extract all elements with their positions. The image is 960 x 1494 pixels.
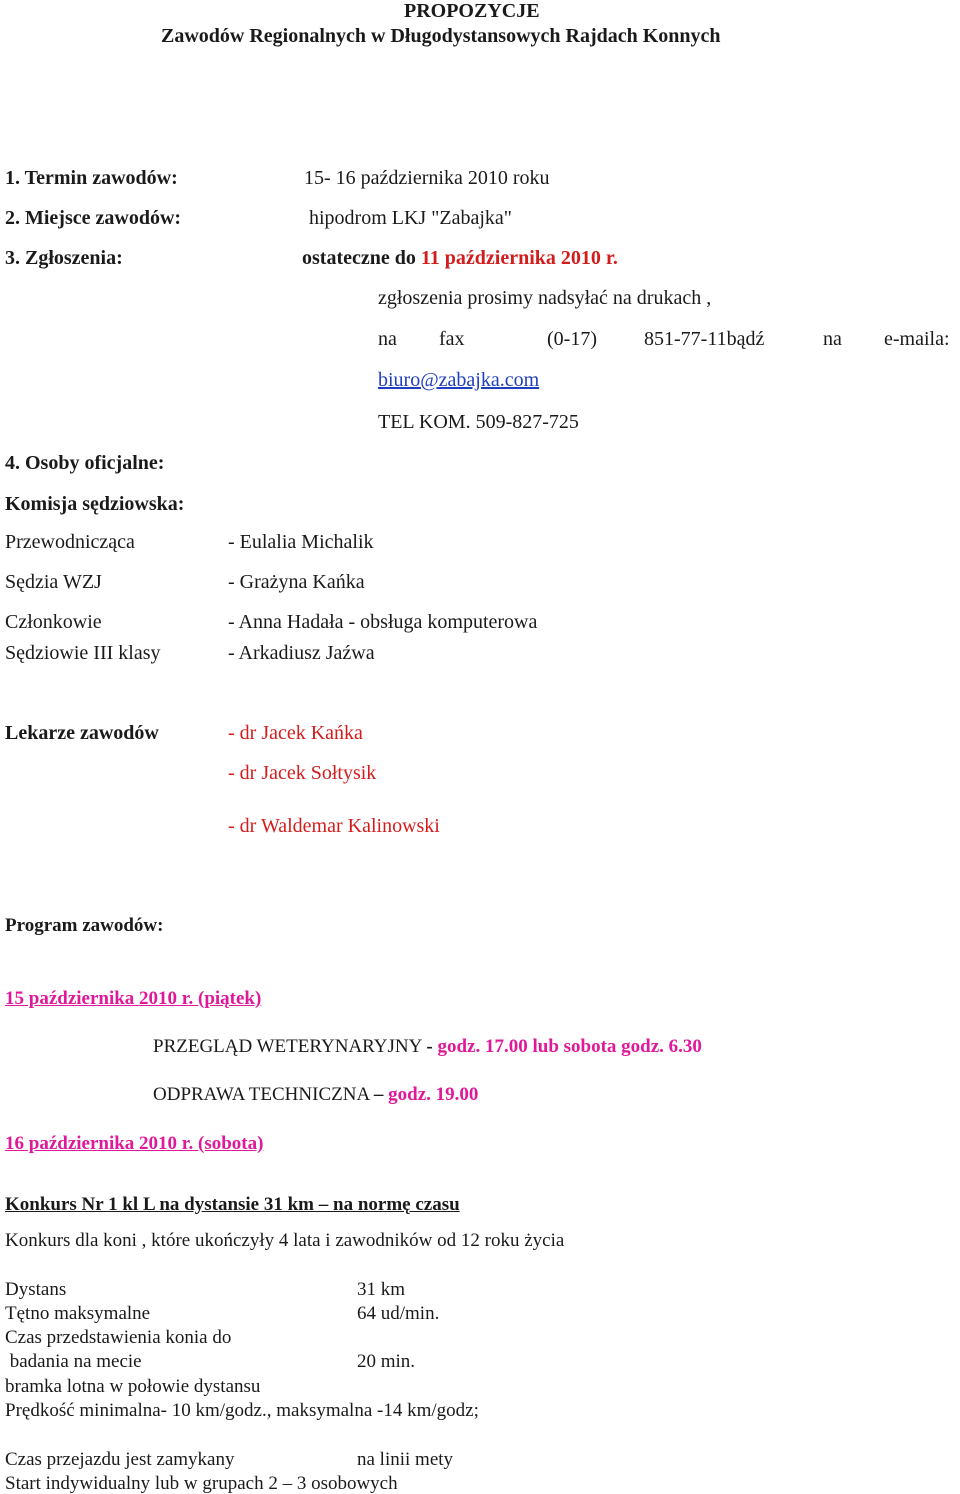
distance-label: Dystans [5, 1279, 67, 1300]
entries-deadline-prefix: ostateczne do [302, 247, 416, 269]
program-heading: Program zawodów: [5, 915, 164, 936]
start-note: Start indywidualny lub w grupach 2 – 3 osobowych [5, 1473, 398, 1494]
vet-check-time: godz. 17.00 lub sobota godz. 6.30 [437, 1036, 702, 1057]
contest-title: Konkurs Nr 1 kl L na dystansie 31 km – na normę czasu [5, 1194, 460, 1215]
doctors-role: Lekarze zawodów [5, 722, 159, 744]
vet-check [153, 1037, 702, 1056]
presentation-value: 20 min. [357, 1351, 416, 1372]
vet-check-dash: - [426, 1036, 433, 1057]
day1-heading: 15 października 2010 r. (piątek) [5, 988, 262, 1009]
class3-role: Sędziowie III klasy [5, 642, 161, 664]
entries-note: zgłoszenia prosimy nadsyłać na drukach , [378, 287, 712, 309]
fax-number: 851-77-11bądź [644, 328, 765, 350]
entries-deadline-date: 11 października 2010 r. [420, 247, 618, 269]
members-role: Członkowie [5, 611, 102, 633]
distance-value: 31 km [357, 1279, 406, 1300]
doctor-item: - dr Jacek Kańka [228, 722, 363, 744]
speed-note: Prędkość minimalna- 10 km/godz., maksymalna -14 km/godz; [5, 1400, 479, 1421]
commission-heading: Komisja sędziowska: [5, 493, 185, 515]
entries-deadline [302, 248, 618, 268]
day2-heading: 16 października 2010 r. (sobota) [5, 1133, 264, 1154]
doctor-item: - dr Waldemar Kalinowski [228, 815, 440, 837]
officials-heading: 4. Osoby oficjalne: [5, 452, 165, 474]
fax-na: na [378, 328, 397, 350]
doctor-item: - dr Jacek Sołtysik [228, 762, 377, 784]
venue-value: hipodrom LKJ "Zabajka" [309, 207, 512, 229]
members-name: - Anna Hadała - obsługa komputerowa [228, 611, 538, 633]
fax-na2: na [823, 328, 842, 350]
document-title: PROPOZYCJE [404, 0, 540, 22]
fax-email-label: e-maila: [884, 328, 950, 350]
date-label: 1. Termin zawodów: [5, 167, 178, 189]
fax-word: fax [439, 328, 465, 350]
email-link[interactable]: biuro@zabajka.com [378, 369, 540, 391]
presentation-label-1: Czas przedstawienia konia do [5, 1327, 232, 1348]
tech-briefing-label: ODPRAWA TECHNICZNA [153, 1084, 370, 1105]
fax-code: (0-17) [547, 328, 597, 350]
gate-note: bramka lotna w połowie dystansu [5, 1376, 261, 1397]
phone-number: TEL KOM. 509-827-725 [378, 411, 579, 433]
date-value: 15- 16 października 2010 roku [304, 167, 550, 189]
closed-value: na linii mety [357, 1449, 454, 1470]
contest-description: Konkurs dla koni , które ukończyły 4 lata i zawodników od 12 roku życia [5, 1230, 565, 1251]
tech-briefing-dash: – [373, 1084, 384, 1105]
class3-name: - Arkadiusz Jaźwa [228, 642, 375, 664]
closed-label: Czas przejazdu jest zamykany [5, 1449, 235, 1470]
wzj-role: Sędzia WZJ [5, 571, 102, 593]
pulse-value: 64 ud/min. [357, 1303, 440, 1324]
pulse-label: Tętno maksymalne [5, 1303, 151, 1324]
tech-briefing-time: godz. 19.00 [388, 1084, 479, 1105]
chair-role: Przewodnicząca [5, 531, 135, 553]
entries-label: 3. Zgłoszenia: [5, 247, 123, 269]
tech-briefing [153, 1085, 478, 1104]
chair-name: - Eulalia Michalik [228, 531, 374, 553]
presentation-label-2: badania na mecie [5, 1351, 142, 1372]
document-subtitle: Zawodów Regionalnych w Długodystansowych Rajdach Konnych [161, 25, 721, 47]
vet-check-label: PRZEGLĄD WETERYNARYJNY [153, 1036, 422, 1057]
wzj-name: - Grażyna Kańka [228, 571, 365, 593]
venue-label: 2. Miejsce zawodów: [5, 207, 182, 229]
